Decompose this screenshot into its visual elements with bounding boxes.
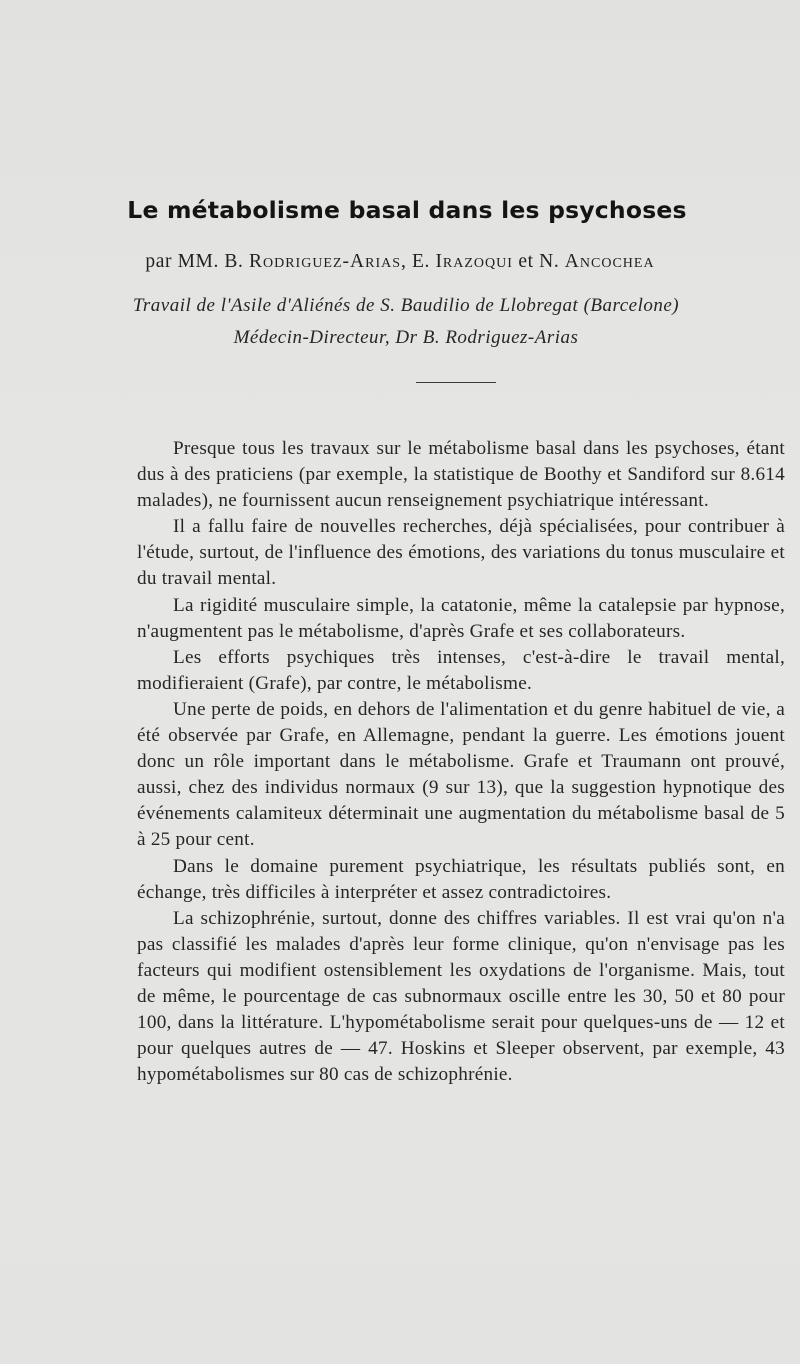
- affiliation-line: Travail de l'Asile d'Aliénés de S. Baudilio de Llobregat (Barcelone): [132, 295, 680, 316]
- paragraph: La schizophrénie, surtout, donne des chiffres variables. Il est vrai qu'on n'a pas classifié les malades d'après leur forme clinique, qu'on n'envisage pas les facteurs qui modifient ostensiblement les oxydations de l'organisme. Mais, tout de même, le pourcentage de cas subnormaux oscille entre les 30, 50 et 80 pour 100, dans la littérature. L'hypométabolisme serait pour quelques-uns de — 12 et pour quelques autres de — 47. Hoskins et Sleeper observent, par exemple, 43 hypométabolismes sur 80 cas de schizophrénie.: [137, 907, 785, 1086]
- author-line: [0, 251, 800, 273]
- paragraph: Dans le domaine purement psychiatrique, les résultats publiés sont, en échange, très difficiles à interpréter et assez contradictoires.: [137, 855, 785, 903]
- paragraph: Presque tous les travaux sur le métabolisme basal dans les psychoses, étant dus à des praticiens (par exemple, la statistique de Boothy et Sandiford sur 8.614 malades), ne fournissent aucun renseignement psychiatrique intéressant.: [137, 438, 785, 512]
- article-body: [137, 436, 785, 1088]
- author-rodriguez-arias: Rodriguez-Arias: [248, 251, 402, 272]
- author-irazoqui: Irazoqui: [435, 251, 513, 272]
- section-divider: [416, 382, 496, 383]
- author-separator: et N.: [512, 251, 565, 272]
- paragraph: Il a fallu faire de nouvelles recherches, déjà spécialisées, pour contribuer à l'étude, surtout, de l'influence des émotions, des variations du tonus musculaire et du travail mental.: [137, 516, 785, 590]
- paragraph: Une perte de poids, en dehors de l'alimentation et du genre habituel de vie, a été observée par Grafe, en Allemagne, pendant la guerre. Les émotions jouent donc un rôle important dans le métabolisme. Grafe et Traumann ont prouvé, aussi, chez des individus normaux (9 sur 13), que la suggestion hypnotique des événements calamiteux déterminait une augmentation du métabolisme basal de 5 à 25 pour cent.: [137, 698, 785, 851]
- author-prefix: par MM. B.: [145, 251, 249, 272]
- paragraph: La rigidité musculaire simple, la catatonie, même la catalepsie par hypnose, n'augmentent pas le métabolisme, d'après Grafe et ses collaborateurs.: [137, 594, 785, 642]
- author-ancochea: Ancochea: [564, 251, 655, 272]
- author-separator: , E.: [401, 251, 436, 272]
- paragraph: Les efforts psychiques très intenses, c'est-à-dire le travail mental, modifieraient (Grafe), par contre, le métabolisme.: [137, 646, 785, 694]
- director-line: Médecin-Directeur, Dr B. Rodriguez-Arias: [233, 327, 579, 348]
- article-title: Le métabolisme basal dans les psychoses: [127, 196, 687, 224]
